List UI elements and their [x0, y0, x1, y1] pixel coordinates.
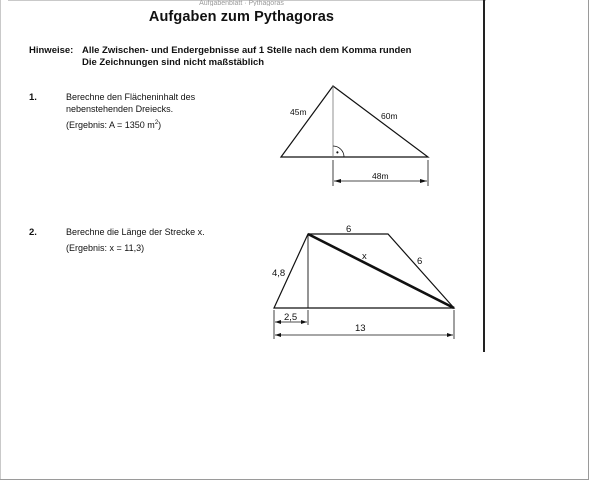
trapezoid-left-segment-label: 2,5 [284, 312, 298, 323]
triangle-side-left-label: 45m [290, 107, 307, 117]
task-1-text-line-2: nebenstehenden Dreiecks. [66, 103, 174, 114]
task-1-text-line-1: Berechne den Flächeninhalt des [66, 92, 196, 102]
triangle-side-right-label: 60m [381, 111, 398, 121]
trapezoid-top-label: 6 [346, 224, 352, 235]
task-1-result-main: (Ergebnis: A = 1350 m [66, 120, 155, 130]
triangle-base-segment-label: 48m [372, 171, 389, 181]
right-angle-dot: • [336, 148, 339, 157]
trapezoid-height-label: 4,8 [272, 268, 286, 279]
trapezoid-bottom-label: 13 [355, 323, 366, 334]
task-2-result: (Ergebnis: x = 11,3) [66, 243, 145, 253]
dim-arrow-13-left [275, 333, 281, 337]
task-1-number: 1. [29, 92, 37, 103]
dim-arrow-2-5-left [275, 320, 281, 324]
hint-not-to-scale: Die Zeichnungen sind nicht maßstäblich [82, 57, 265, 68]
trapezoid-outline [274, 234, 454, 308]
diagonal-x-line [308, 234, 454, 308]
hint-label: Hinweise: [29, 45, 74, 56]
task-2-number: 2. [29, 227, 37, 238]
task-1-result-close: ) [158, 120, 162, 130]
task-1-result-exponent: 2 [154, 120, 159, 126]
task-2-text: Berechne die Länge der Strecke x. [66, 227, 205, 237]
trapezoid-right-side-label: 6 [417, 256, 423, 267]
diagonal-x-label: x [362, 251, 367, 262]
dim-arrow-2-5-right [301, 320, 307, 324]
dim-arrow-13-right [447, 333, 453, 337]
hint-rounding: Alle Zwischen- und Endergebnisse auf 1 Stelle nach dem Komma runden [82, 45, 412, 56]
page-header-fragment: Aufgabenblatt · Pythagoras [199, 0, 284, 6]
page-title: Aufgaben zum Pythagoras [148, 9, 335, 25]
